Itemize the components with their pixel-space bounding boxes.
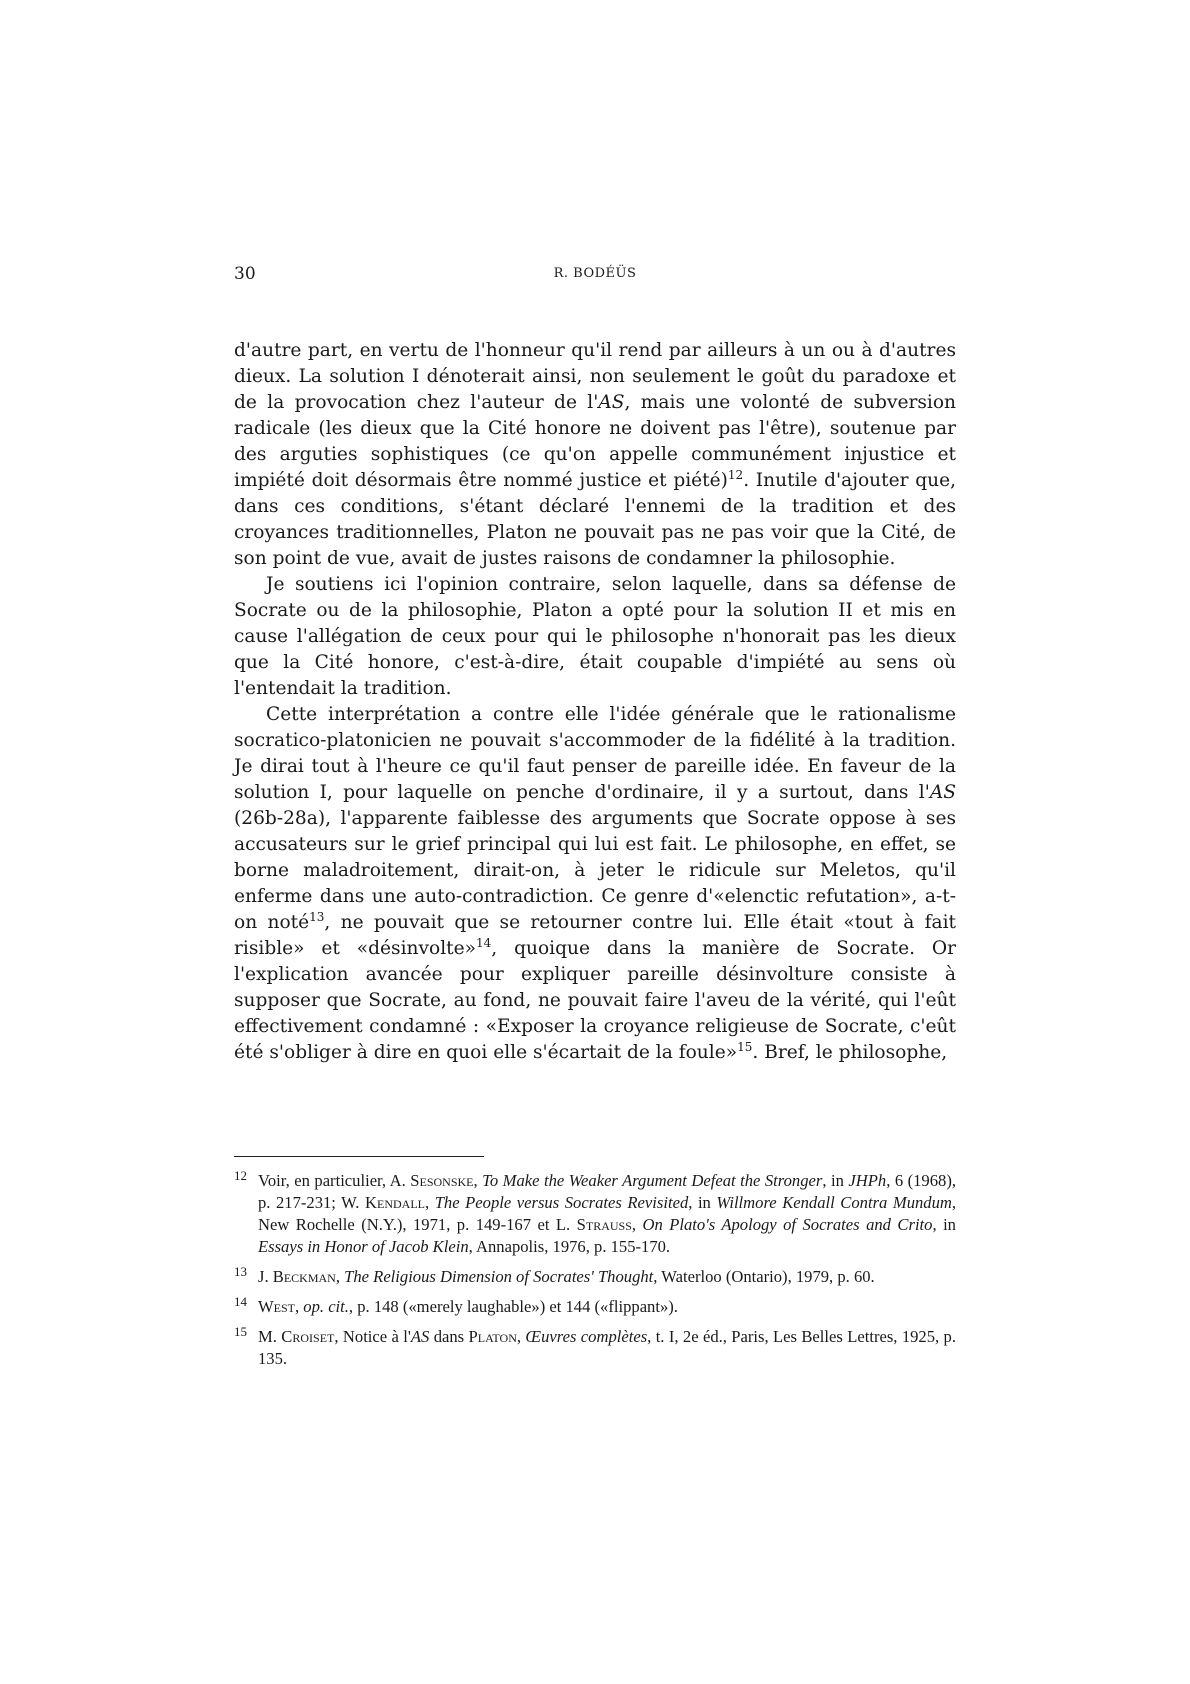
text-run: , mais une volonté de subversion radicale (les dieux que la Cité honore ne doivent pas l'être), soutenue par des arguties sophistiques (ce qu'on appelle communément injustice et impiété doit désormais être nommé justice et piété) <box>234 392 956 491</box>
author-name: West <box>258 1297 295 1316</box>
text-run: , Waterloo (Ontario), 1979, p. 60. <box>653 1267 875 1286</box>
text-run: , <box>631 1215 643 1234</box>
text-run: , New Rochelle (N.Y.), 1971, p. 149-167 et L. <box>258 1193 957 1234</box>
text-run: , quoique dans la manière de Socrate. Or l'explication avancée pour expliquer pareille désinvolture consiste à supposer que Socrate, au fond, ne pouvait faire l'aveu de la vérité, qui l'eût effectivement condamné : «Exposer la croyance religieuse de Socrate, c'eût été s'obliger à dire en quoi elle s'écartait de la foule» <box>234 938 957 1063</box>
text-run: , <box>335 1267 345 1286</box>
running-header <box>234 264 956 288</box>
footnote-15 <box>234 1326 956 1370</box>
text-run: , <box>295 1297 304 1316</box>
note-call-13[interactable]: 13 <box>309 910 325 924</box>
note-call-14[interactable]: 14 <box>476 936 492 950</box>
text-run: Cette interprétation a contre elle l'idée générale que le rationalisme socratico-platonicien ne pouvait s'accommoder de la fidélité à la tradition. Je dirai tout à l'heure ce qu'il faut penser de pareille idée. En faveur de la solution I, pour laquelle on penche d'ordinaire, il y a surtout, dans l' <box>234 704 956 803</box>
journal-title: JHPh <box>848 1171 887 1190</box>
work-title: On Plato's Apology of Socrates and Crito <box>642 1215 933 1234</box>
paragraph-2 <box>234 572 956 702</box>
author-name: Platon <box>468 1327 517 1346</box>
work-title: Willmore Kendall Contra Mundum <box>716 1193 952 1212</box>
note-call-15[interactable]: 15 <box>737 1040 753 1054</box>
author-name: Croiset <box>281 1327 335 1346</box>
paragraph-1 <box>234 338 956 572</box>
text-run: J. <box>258 1267 273 1286</box>
footnote-number: 12 <box>234 1168 247 1183</box>
footnote-number: 15 <box>234 1324 247 1339</box>
text-run: , Notice à l' <box>334 1327 411 1346</box>
footnote-12 <box>234 1170 956 1258</box>
author-name: Kendall <box>365 1193 425 1212</box>
author-name: Sesonske <box>410 1171 474 1190</box>
text-run: . Bref, le philosophe, <box>752 1042 948 1063</box>
text-run: M. <box>258 1327 282 1346</box>
work-title: AS <box>410 1327 430 1346</box>
paragraph-3 <box>234 702 956 1066</box>
text-run: , <box>473 1171 483 1190</box>
text-run: Je soutiens ici l'opinion contraire, selon laquelle, dans sa défense de Socrate ou de la philosophie, Platon a opté pour la solution II et mis en cause l'allégation de ceux pour qui le philosophe n'honorait pas les dieux que la Cité honore, c'est-à-dire, était coupable d'impiété au sens où l'entendait la tradition. <box>234 574 956 699</box>
note-call-12[interactable]: 12 <box>727 468 744 482</box>
text-run: , p. 148 («merely laughable») et 144 («flippant»). <box>348 1297 678 1316</box>
text-run: Voir, en particulier, A. <box>258 1171 411 1190</box>
footnote-number: 13 <box>234 1264 247 1279</box>
work-title: The People versus Socrates Revisited <box>434 1193 689 1212</box>
footnote-divider <box>234 1156 484 1157</box>
text-run: , in <box>822 1171 849 1190</box>
citation-abbrev: op. cit. <box>303 1297 349 1316</box>
footnote-13 <box>234 1266 956 1288</box>
text-run: (26b-28a), l'apparente faiblesse des arguments que Socrate oppose à ses accusateurs sur le grief principal qui lui est fait. Le philosophe, en effet, se borne maladroitement, dirait-on, à jeter le ridicule sur Meletos, qu'il enferme dans une auto-contradiction. Ce genre d'«elenctic refutation», a-t-on noté <box>234 808 956 933</box>
text-run: , 6 (1968), p. 217-231; W. <box>258 1171 956 1212</box>
body-text <box>234 338 956 1066</box>
author-name: Beckman <box>272 1267 336 1286</box>
text-run: , Annapolis, 1976, p. 155-170. <box>468 1237 671 1256</box>
footnote-number: 14 <box>234 1294 247 1309</box>
text-run: , in <box>932 1215 956 1234</box>
footnote-14 <box>234 1296 956 1318</box>
text-run: d'autre part, en vertu de l'honneur qu'il rend par ailleurs à un ou à d'autres dieux. La solution I dénoterait ainsi, non seulement le goût du paradoxe et de la provocation chez l'auteur de l' <box>234 340 956 413</box>
work-title: To Make the Weaker Argument Defeat the Stronger <box>482 1171 823 1190</box>
text-run: , ne pouvait que se retourner contre lui. Elle était «tout à fait risible» et «désinvolte» <box>234 912 957 959</box>
italic-run: AS <box>929 782 956 803</box>
work-title: The Religious Dimension of Socrates' Thought <box>344 1267 654 1286</box>
italic-run: AS <box>598 392 625 413</box>
footnotes <box>234 1170 956 1378</box>
running-author: R. BODÉÜS <box>553 266 637 281</box>
author-name: Strauss <box>576 1215 632 1234</box>
text-run: , <box>516 1327 526 1346</box>
text-run: dans <box>429 1327 469 1346</box>
text-run: . Inutile d'ajouter que, dans ces conditions, s'étant déclaré l'ennemi de la tradition et des croyances traditionnelles, Platon ne pouvait pas ne pas voir que la Cité, de son point de vue, avait de justes raisons de condamner la philosophie. <box>234 470 956 569</box>
text-run: , in <box>688 1193 717 1212</box>
page-number: 30 <box>234 264 256 284</box>
text-run: , <box>425 1193 435 1212</box>
work-title: Œuvres complètes <box>525 1327 648 1346</box>
text-run: , t. I, 2e éd., Paris, Les Belles Lettres, 1925, p. 135. <box>258 1327 957 1368</box>
work-title: Essays in Honor of Jacob Klein <box>258 1237 469 1256</box>
